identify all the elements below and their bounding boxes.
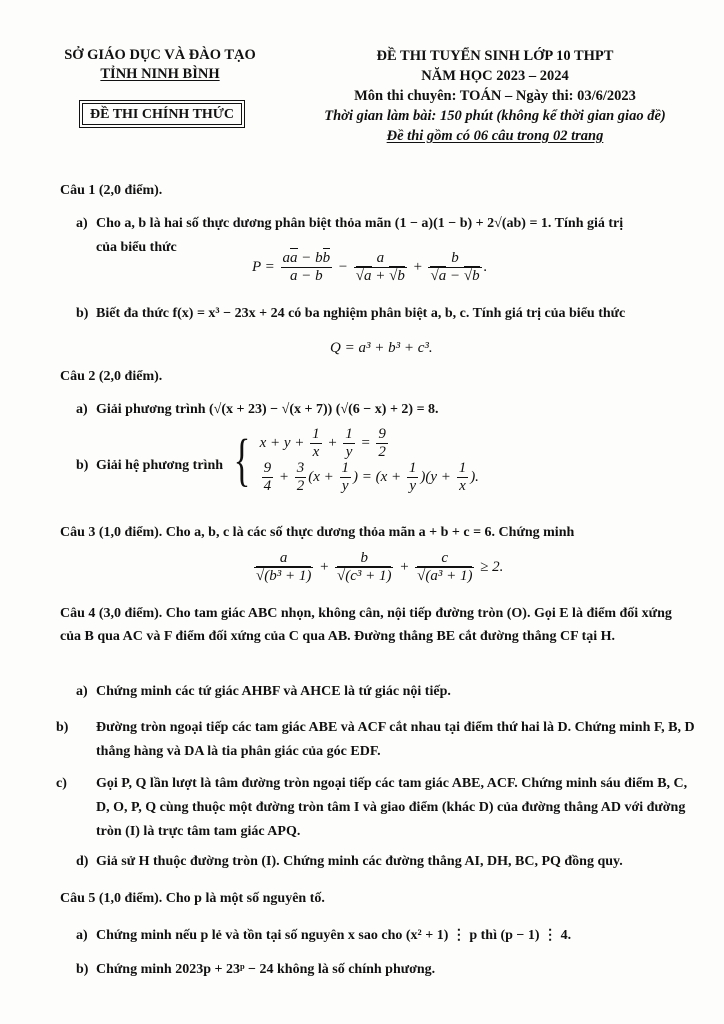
- q2-b-text: Giải hệ phương trình: [96, 458, 224, 473]
- q2-b-system: { x + y + $\frac{1}{x}$ + $\frac{1}{y}$ = $\frac{9}{2}$ $\frac{9}{4}$ + $\frac{3}{2}$ (x + $\frac{1}{y}$ ) = (x + $\frac{1}{y}$ )(y + $\frac{1}{x}$ ).: [233, 426, 479, 495]
- q1-a-formula: P = $\frac{aa - bb}{a - b}$ − $\frac{a}{√a + √b}$ + $\frac{b}{√a - √b}$ .: [252, 250, 488, 284]
- q2-title: Câu 2 (2,0 điểm).: [60, 369, 163, 384]
- q1-part-b: [76, 302, 676, 326]
- q1-b-text: Biết đa thức f(x) = x³ − 23x + 24 có ba nghiệm phân biệt a, b, c. Tính giá trị của biểu thức: [96, 306, 626, 321]
- q4-part-b: [56, 716, 696, 764]
- q1-a-text2: của biểu thức: [96, 240, 177, 255]
- q2-b-label: b): [76, 458, 89, 473]
- q4-title: Câu 4 (3,0 điểm).: [60, 606, 163, 621]
- q5-part-b: [76, 958, 676, 982]
- q4-part-c: [56, 772, 696, 844]
- q4-b-label: b): [56, 720, 69, 735]
- q4-b-text: Đường tròn ngoại tiếp các tam giác ABE và ACF cắt nhau tại điểm thứ hai là D. Chứng minh F, B, D thẳng hàng và DA là tia phân giác của góc EDF.: [96, 720, 695, 759]
- exam-info-block: [300, 46, 690, 146]
- q4-d-label: d): [76, 854, 89, 869]
- q2-a-text: Giải phương trình (√(x + 23) − √(x + 7)) (√(6 − x) + 2) = 8.: [96, 402, 439, 417]
- school-year: NĂM HỌC 2023 – 2024: [421, 68, 569, 84]
- q4-part-d: [76, 850, 676, 874]
- q3-header: [60, 522, 675, 544]
- q5-a-text: Chứng minh nếu p lẻ và tồn tại số nguyên x sao cho (x² + 1) ⋮ p thì (p − 1) ⋮ 4.: [96, 928, 572, 943]
- time-allowed: Thời gian làm bài: 150 phút (không kể thời gian giao đề): [324, 108, 666, 124]
- exam-title: ĐỀ THI TUYỂN SINH LỚP 10 THPT: [376, 48, 614, 64]
- q5-header: [60, 888, 675, 910]
- q5-a-label: a): [76, 928, 88, 943]
- page-count-note: Đề thi gồm có 06 câu trong 02 trang: [386, 128, 604, 144]
- q4-a-label: a): [76, 684, 88, 699]
- q1-formula-lhs: P =: [252, 258, 275, 275]
- q1-b-label: b): [76, 306, 89, 321]
- q4-c-text: Gọi P, Q lần lượt là tâm đường tròn ngoại tiếp các tam giác ABE, ACF. Chứng minh sáu điểm B, C, D, O, P, Q cùng thuộc một đường tròn tâm I và giao điểm (khác D) của đường thẳng AD với đường tròn (I) là trực tâm tam giác APQ.: [96, 776, 688, 839]
- q4-part-a: [76, 680, 676, 704]
- q5-part-a: [76, 924, 676, 948]
- q4-c-label: c): [56, 776, 67, 791]
- subject-date: Môn thi chuyên: TOÁN – Ngày thi: 03/6/2023: [354, 88, 636, 104]
- official-exam-stamp: ĐỀ THI CHÍNH THỨC: [82, 103, 242, 125]
- q3-inequality: $\frac{a}{\text{√(b³ + 1)}}$ + $\frac{b}{\text{√(c³ + 1)}}$ + $\frac{c}{\text{√(a³ + 1)}}$ ≥ 2.: [256, 550, 504, 584]
- q1-a-label: a): [76, 216, 88, 231]
- q5-b-label: b): [76, 962, 89, 977]
- q4-header: [60, 602, 675, 648]
- q4-d-text: Giả sử H thuộc đường tròn (I). Chứng minh các đường thẳng AI, DH, BC, PQ đồng quy.: [96, 854, 623, 869]
- q1-title: Câu 1 (2,0 điểm).: [60, 183, 163, 198]
- q5-title: Câu 5 (1,0 điểm).: [60, 891, 163, 906]
- q4-a-text: Chứng minh các tứ giác AHBF và AHCE là tứ giác nội tiếp.: [96, 684, 451, 699]
- q3-ineq-tail: ≥ 2.: [480, 558, 504, 575]
- q2-part-a: [76, 398, 676, 422]
- department-name: SỞ GIÁO DỤC VÀ ĐÀO TẠO: [64, 47, 256, 63]
- issuer-block: [55, 46, 265, 84]
- q5-text: Cho p là một số nguyên tố.: [165, 891, 325, 906]
- q2-a-label: a): [76, 402, 88, 417]
- q3-text: Cho a, b, c là các số thực dương thỏa mãn a + b + c = 6. Chứng minh: [165, 525, 575, 540]
- q3-title: Câu 3 (1,0 điểm).: [60, 525, 163, 540]
- q1-a-text1: Cho a, b là hai số thực dương phân biệt thỏa mãn (1 − a)(1 − b) + 2√(ab) = 1. Tính giá trị: [96, 216, 624, 231]
- province-name: TỈNH NINH BÌNH: [100, 66, 220, 82]
- q1-b-formula: Q = a³ + b³ + c³.: [330, 340, 433, 356]
- q5-b-text: Chứng minh 2023p + 23ᵖ − 24 không là số chính phương.: [96, 962, 436, 977]
- q4-text: Cho tam giác ABC nhọn, không cân, nội tiếp đường tròn (O). Gọi E là điểm đối xứng của B qua AC và F điểm đối xứng của C qua AB. Đường thẳng BE cắt đường thẳng CF tại H.: [60, 606, 672, 644]
